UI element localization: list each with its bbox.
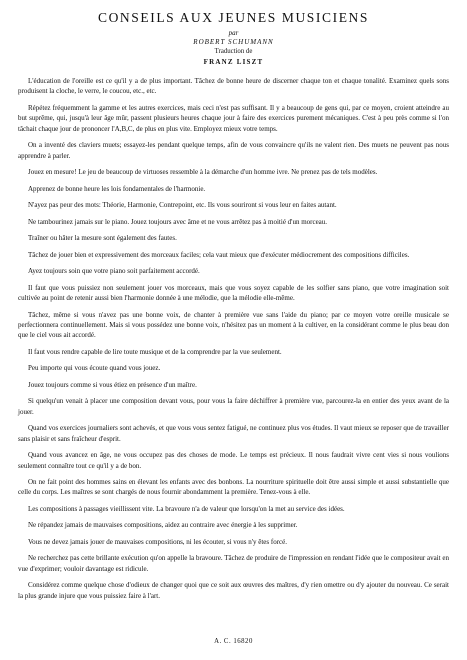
paragraph: Les compositions à passages vieillissent vite. La bravoure n'a de valeur que lorsqu'on la met au service des idées.	[28, 504, 345, 513]
paragraph: Répétez fréquemment la gamme et les autres exercices, mais ceci n'est pas suffisant. Il y a beaucoup de gens qui, par ce moyen, croient atteindre au but suprême, qui, jusqu'à leur âge mûr, passent plusieurs heures chaque jour à faire des exercices purement mécaniques. C'est à peu près comme si l'on tâchait chaque jour de prononcer l'A,B,C, de plus en plus vite. Employez mieux votre temps.	[18, 103, 449, 133]
paragraph: Ne tambourinez jamais sur le piano. Jouez toujours avec âme et ne vous arrêtez pas à moitié d'un morceau.	[28, 217, 328, 226]
paragraph: On ne fait point des hommes sains en élevant les enfants avec des bonbons. La nourriture spirituelle doit être aussi simple et aussi substantielle que celle du corps. Les maîtres se sont chargés de nous fournir abondamment la première. Tenez-vous à elle.	[18, 478, 449, 497]
translator-name: FRANZ LISZT	[203, 58, 264, 66]
paragraph: N'ayez pas peur des mots: Théorie, Harmonie, Contrepoint, etc. Ils vous souriront si vous leur en faites autant.	[28, 201, 337, 210]
paragraph: Tâchez, même si vous n'avez pas une bonne voix, de chanter à première vue sans l'aide du piano; par ce moyen votre oreille musicale se perfectionnera continuellement. Mais si vous possédez une bonne voix, n'hésitez pas un moment à la cultiver, en la considérant comme le plus beau don que le ciel vous ait accordé.	[18, 310, 449, 340]
advice-text	[18, 76, 449, 607]
by-line: par	[228, 29, 239, 37]
paragraph: Quand vos exercices journaliers sont achevés, et que vous vous sentez fatigué, ne continuez plus vos études. Il vaut mieux se reposer que de travailler sans plaisir et sans fraîcheur d'esprit.	[18, 424, 449, 443]
paragraph: Ne répandez jamais de mauvaises compositions, aidez au contraire avec énergie à les supprimer.	[28, 521, 298, 530]
paragraph: Jouez toujours comme si vous étiez en présence d'un maître.	[28, 380, 197, 389]
plate-number: A. C. 16820	[214, 638, 253, 645]
paragraph: Si quelqu'un venait à placer une composition devant vous, pour vous la faire déchiffrer à première vue, parcourez-la en entier des yeux avant de la jouer.	[18, 397, 449, 416]
paragraph: Considérez comme quelque chose d'odieux de changer quoi que ce soit aux œuvres des maîtres, d'y rien omettre ou d'y ajouter du nouveau. Ce serait la plus grande injure que vous puissiez faire à l'art.	[18, 581, 449, 600]
paragraph: Ne recherchez pas cette brillante exécution qu'on appelle la bravoure. Tâchez de produire de l'impression en rendant l'idée que le compositeur avait en vue d'exprimer; vouloir davantage est ridicule.	[18, 554, 449, 573]
paragraph: L'éducation de l'oreille est ce qu'il y a de plus important. Tâchez de bonne heure de discerner chaque ton et chaque tonalité. Examinez quels sons produisent la cloche, le verre, le coucou, etc., etc.	[18, 77, 449, 96]
translation-line: Traduction de	[214, 48, 253, 55]
paragraph: Quand vous avancez en âge, ne vous occupez pas des choses de mode. Le temps est précieux. Il nous faudrait vivre cent vies si nous voulions seulement connaître tout ce qu'il y a de bon.	[18, 451, 449, 470]
page-title: CONSEILS AUX JEUNES MUSICIENS	[97, 10, 370, 25]
paragraph: Tâchez de jouer bien et expressivement des morceaux faciles; cela vaut mieux que d'exécuter médiocrement des compositions difficiles.	[28, 250, 410, 259]
paragraph: Ayez toujours soin que votre piano soit parfaitement accordé.	[28, 267, 200, 276]
paragraph: On a inventé des claviers muets; essayez-les pendant quelque temps, afin de vous convaincre qu'ils ne valent rien. Des muets ne peuvent pas nous apprendre à parler.	[18, 141, 449, 160]
paragraph: Il faut vous rendre capable de lire toute musique et de la comprendre par la vue seulement.	[28, 347, 282, 356]
paragraph: Vous ne devez jamais jouer de mauvaises compositions, ni les écouter, si vous n'y êtes forcé.	[28, 537, 288, 546]
paragraph: Traîner ou hâter la mesure sont également des fautes.	[28, 234, 177, 243]
author-name: ROBERT SCHUMANN	[193, 38, 274, 46]
paragraph: Jouez en mesure! Le jeu de beaucoup de virtuoses ressemble à la démarche d'un homme ivre. Ne prenez pas de tels modèles.	[28, 168, 378, 177]
paragraph: Il faut que vous puissiez non seulement jouer vos morceaux, mais que vous soyez capable de les solfier sans piano, que votre imagination soit cultivée au point de retenir aussi bien l'harmonie donnée à une mélodie, que la mélodie elle-même.	[18, 283, 449, 303]
paragraph: Peu importe qui vous écoute quand vous jouez.	[28, 364, 161, 373]
paragraph: Apprenez de bonne heure les lois fondamentales de l'harmonie.	[28, 184, 206, 193]
